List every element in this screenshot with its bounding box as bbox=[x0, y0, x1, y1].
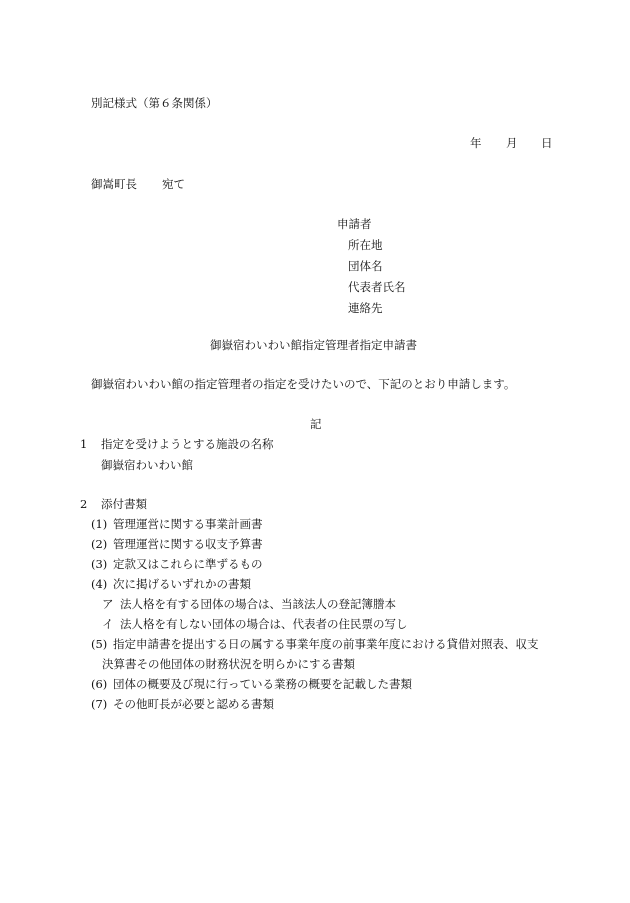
applicant-field-address: 所在地 bbox=[348, 238, 383, 252]
facility-name: 御嶽宿わいわい館 bbox=[101, 458, 193, 472]
sub-item-text: 法人格を有しない団体の場合は、代表者の住民票の写し bbox=[120, 617, 408, 631]
applicant-field-contact: 連絡先 bbox=[348, 301, 383, 315]
date-year: 年 bbox=[470, 136, 482, 150]
item-number: (5) bbox=[91, 637, 108, 651]
ki-mark: 記 bbox=[310, 417, 322, 431]
item-text: 団体の概要及び現に行っている業務の概要を記載した書類 bbox=[113, 677, 412, 691]
applicant-field-organization: 団体名 bbox=[348, 259, 383, 273]
applicant-field-representative: 代表者氏名 bbox=[348, 280, 406, 294]
section1-number: 1 bbox=[80, 437, 88, 451]
date-month: 月 bbox=[506, 136, 518, 150]
applicant-heading: 申請者 bbox=[337, 217, 372, 231]
item-text: 指定申請書を提出する日の属する事業年度の前事業年度における貸借対照表、収支 bbox=[113, 637, 539, 651]
sub-item-text: 法人格を有する団体の場合は、当該法人の登記簿謄本 bbox=[120, 597, 396, 611]
section2-title: 添付書類 bbox=[101, 497, 147, 511]
item-number: (7) bbox=[91, 697, 108, 711]
item-number: (6) bbox=[91, 677, 108, 691]
item-text: その他町長が必要と認める書類 bbox=[113, 697, 274, 711]
item-text: 管理運営に関する事業計画書 bbox=[113, 517, 263, 531]
section2-number: 2 bbox=[80, 497, 88, 511]
intro-text: 御嶽宿わいわい館の指定管理者の指定を受けたいので、下記のとおり申請します。 bbox=[91, 377, 516, 391]
item-text: 次に掲げるいずれかの書類 bbox=[113, 577, 251, 591]
item-number: (1) bbox=[91, 517, 108, 531]
addressee-name: 御嵩町長 bbox=[91, 177, 137, 191]
item-number: (3) bbox=[91, 557, 108, 571]
item-text: 定款又はこれらに準ずるもの bbox=[113, 557, 263, 571]
document-title: 御嶽宿わいわい館指定管理者指定申請書 bbox=[210, 338, 417, 352]
sub-item-mark: イ bbox=[102, 617, 114, 631]
item-number: (2) bbox=[91, 537, 108, 551]
item-text: 管理運営に関する収支予算書 bbox=[113, 537, 263, 551]
item-number: (4) bbox=[91, 577, 108, 591]
sub-item-mark: ア bbox=[102, 597, 114, 611]
date-day: 日 bbox=[541, 136, 553, 150]
form-label: 別記様式（第６条関係） bbox=[91, 96, 218, 110]
item-text-continuation: 決算書その他団体の財務状況を明らかにする書類 bbox=[102, 657, 355, 671]
section1-title: 指定を受けようとする施設の名称 bbox=[101, 437, 274, 451]
addressee-suffix: 宛て bbox=[162, 177, 185, 191]
